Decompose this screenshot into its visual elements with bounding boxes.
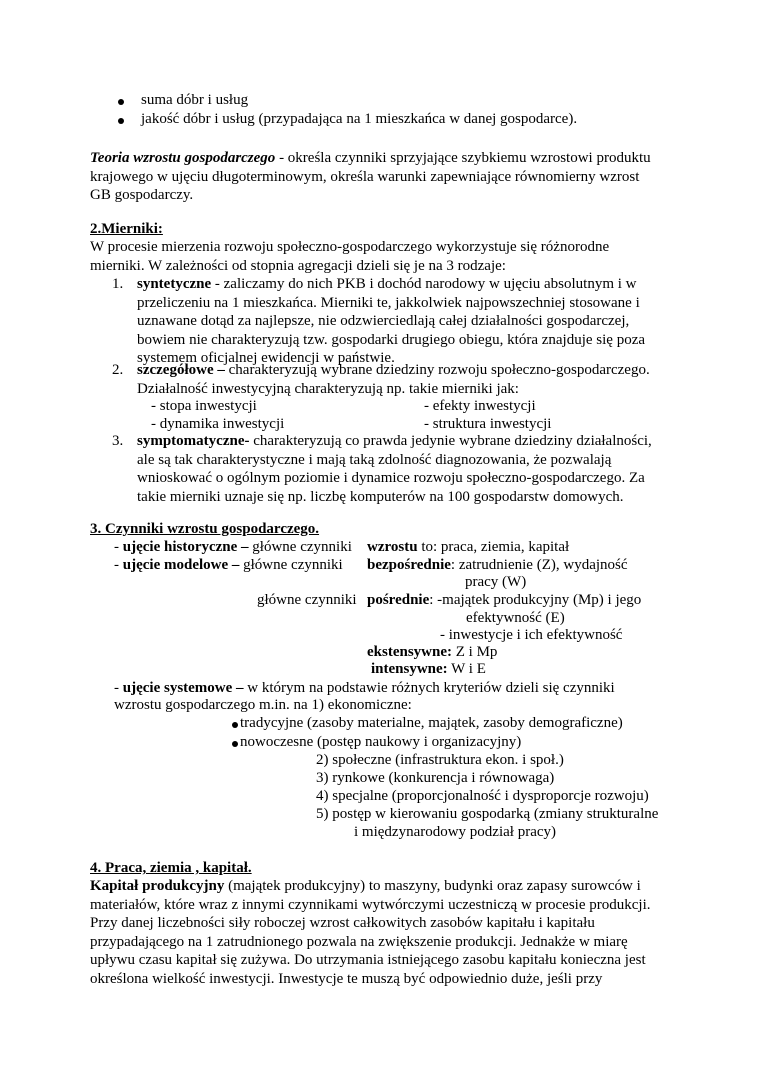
text: główne czynniki [257,592,357,608]
text: - [114,557,123,573]
section2-intro [90,238,670,275]
list-item [137,361,650,398]
historical-factors [367,538,569,557]
text: - zaliczamy do nich PKB i dochód narodowy w ujęciu absolutnym i w [211,276,637,292]
text: : -majątek produkcyjny (Mp) i jego [429,592,642,608]
list-number: 2. [112,362,124,378]
list-item: 5) postęp w kierowaniu gospodarką (zmiany strukturalne [316,806,659,822]
text: - [114,680,123,696]
text: i międzynarodowy podział pracy) [354,824,557,840]
measure-item: - struktura inwestycji [424,416,552,432]
measure-item: - efekty inwestycji [424,398,536,414]
text: W procesie mierzenia rozwoju społeczno-gospodarczego wykorzystuje się różnorodne [90,239,610,255]
text: Działalność inwestycyjną charakteryzują np. takie mierniki jak: [137,380,519,397]
text: charakteryzują co prawda jedynie wybrane dziedziny działalności, [249,433,652,449]
text: przeliczeniu na 1 mieszkańca. Mierniki te, jakkolwiek najpowszechniej stosowane i [137,294,640,311]
term: ujęcie systemowe – [122,680,244,696]
measure-item: - dynamika inwestycji [151,416,285,432]
text: systemem oficjalnej ewidencji w państwie. [137,350,395,367]
text: W i E [447,661,486,677]
text: - inwestycje i ich efektywność [440,627,623,643]
text: upływu czasu kapitał się zużywa. Do utrzymania istniejącego zasobu kapitału konieczna jest [90,952,646,969]
list-item: nowoczesne (postęp naukowy i organizacyjny) [240,734,522,750]
term: syntetyczne [137,276,212,292]
list-item [137,432,652,506]
term: szczegółowe – [137,362,225,378]
section-heading: 3. Czynniki wzrostu gospodarczego. [90,521,320,537]
list-number: 1. [112,276,124,292]
theory-paragraph [90,149,670,205]
text: wzrostu gospodarczego m.in. na 1) ekonomiczne: [114,697,412,713]
text: Z i Mp [452,644,498,660]
bullet-dot [232,722,238,728]
approach-system [114,679,615,698]
list-item: tradycyjne (zasoby materialne, majątek, zasoby demograficzne) [240,715,623,731]
term: ekstensywne: [367,644,452,660]
term: symptomatyczne- [137,433,250,449]
text: to: praca, ziemia, kapitał [417,539,570,555]
term: pośrednie [367,592,430,608]
extensive-factors [367,643,497,662]
list-item: suma dóbr i usług [141,92,249,108]
text: materiałów, które wraz z innymi czynnikami wytwórczymi uczestniczą w procesie produkcji. [90,896,651,913]
text: takie mierniki uznaje się np. liczbę komputerów na 100 gospodarstw domowych. [137,488,624,505]
bullet-dot [118,118,124,124]
list-item: jakość dóbr i usług (przypadająca na 1 mieszkańca w danej gospodarce). [141,111,578,127]
list-number: 3. [112,433,124,449]
section-heading: 2.Mierniki: [90,221,163,237]
text: bowiem nie charakteryzują tzw. gospodarki drugiego obiegu, która znajduje się poza [137,331,646,348]
bullet-dot [118,99,124,105]
list-item: 2) społeczne (infrastruktura ekon. i społ.) [316,752,564,768]
text: - [114,539,123,555]
direct-factors [367,556,628,575]
bullet-dot [232,741,238,747]
list-item: 4) specjalne (proporcjonalność i dysproporcje rozwoju) [316,788,649,804]
measure-item: - stopa inwestycji [151,398,257,414]
text: efektywność (E) [466,610,565,626]
text: określona wielkość inwestycji. Inwestycje te muszą być odpowiednio duże, jeśli przy [90,970,603,987]
text: w którym na podstawie różnych kryteriów dzieli się czynniki [243,680,615,696]
text: mierniki. W zależności od stopnia agregacji dzieli się je na 3 rodzaje: [90,257,506,274]
text: główne czynniki [248,539,352,555]
indirect-factors [367,591,641,610]
text: ale są tak charakterystyczne i mają taką zdolność diagnozowania, że pozwalają [137,451,612,468]
text: krajowego w ujęciu długoterminowym, określa warunki zapewniające równomierny wzrost [90,168,640,185]
text: charakteryzują wybrane dziedziny rozwoju społeczno-gospodarczego. [224,362,650,378]
text: przypadającego na 1 zatrudnionego pozwala na zwiększenie produkcji. Jednakże w miarę [90,933,628,950]
term: Kapitał produkcyjny [90,878,225,894]
list-item [137,275,645,368]
text: pracy (W) [465,574,527,590]
approach-model [114,556,343,575]
capital-paragraph [90,877,690,989]
intensive-factors [371,660,486,679]
text: : zatrudnienie (Z), wydajność [450,557,628,573]
term: ujęcie modelowe – [122,557,240,573]
term: wzrostu [367,539,418,555]
approach-historical [114,538,352,557]
term: ujęcie historyczne – [122,539,249,555]
list-item: 3) rynkowe (konkurencja i równowaga) [316,770,555,786]
text: uznawane dotąd za najlepsze, nie odzwierciedlają całej działalności gospodarczej, [137,313,630,330]
term: intensywne: [371,661,448,677]
text: Przy danej liczebności siły roboczej wzrost całkowitych zasobów kapitału i kapitału [90,915,595,932]
text: wnioskować o ogólnym poziomie i dynamice rozwoju społeczno-gospodarczego. Za [137,470,645,487]
section-heading: 4. Praca, ziemia , kapitał. [90,860,252,876]
theory-term: Teoria wzrostu gospodarczego [90,150,276,166]
text: (majątek produkcyjny) to maszyny, budynki oraz zapasy surowców i [224,878,641,894]
text: GB gospodarczy. [90,187,194,204]
text: - określa czynniki sprzyjające szybkiemu wzrostowi produktu [275,150,651,166]
text: główne czynniki [239,557,343,573]
term: bezpośrednie [367,557,451,573]
